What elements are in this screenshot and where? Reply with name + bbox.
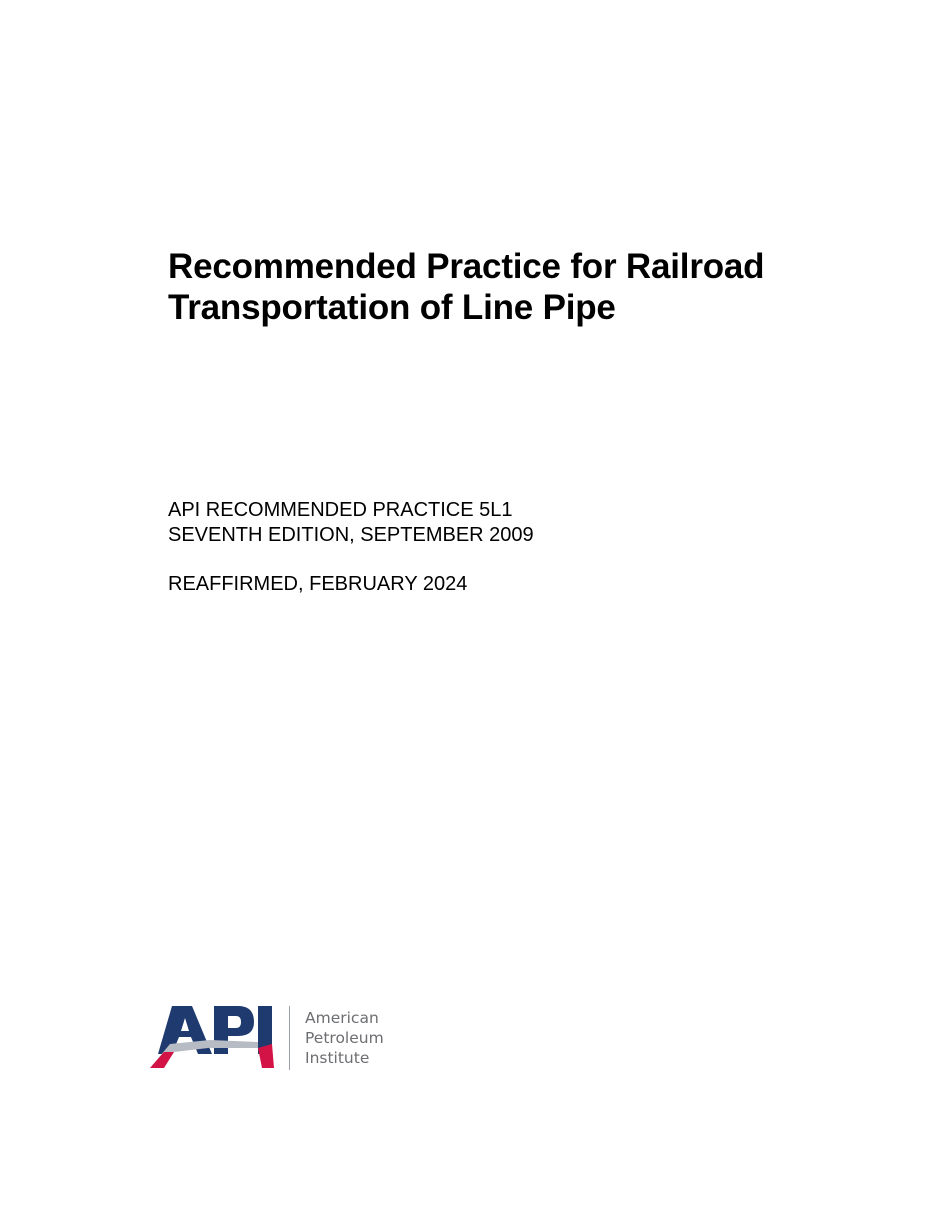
edition-line: SEVENTH EDITION, SEPTEMBER 2009 bbox=[168, 524, 534, 546]
org-line-2: Petroleum bbox=[305, 1029, 384, 1047]
title-line-1: Recommended Practice for Railroad bbox=[168, 247, 765, 286]
org-line-3: Institute bbox=[305, 1049, 370, 1067]
practice-designation: API RECOMMENDED PRACTICE 5L1 bbox=[168, 499, 513, 521]
reaffirmed-line: REAFFIRMED, FEBRUARY 2024 bbox=[168, 573, 468, 595]
document-metadata bbox=[168, 498, 534, 597]
title-line-2: Transportation of Line Pipe bbox=[168, 288, 616, 327]
api-logo bbox=[150, 1002, 410, 1074]
spacer bbox=[168, 548, 534, 572]
org-line-1: American bbox=[305, 1009, 379, 1027]
document-title bbox=[168, 246, 888, 328]
organization-name bbox=[305, 1008, 384, 1068]
api-logo-mark-icon bbox=[150, 1002, 280, 1074]
logo-divider bbox=[289, 1006, 290, 1070]
